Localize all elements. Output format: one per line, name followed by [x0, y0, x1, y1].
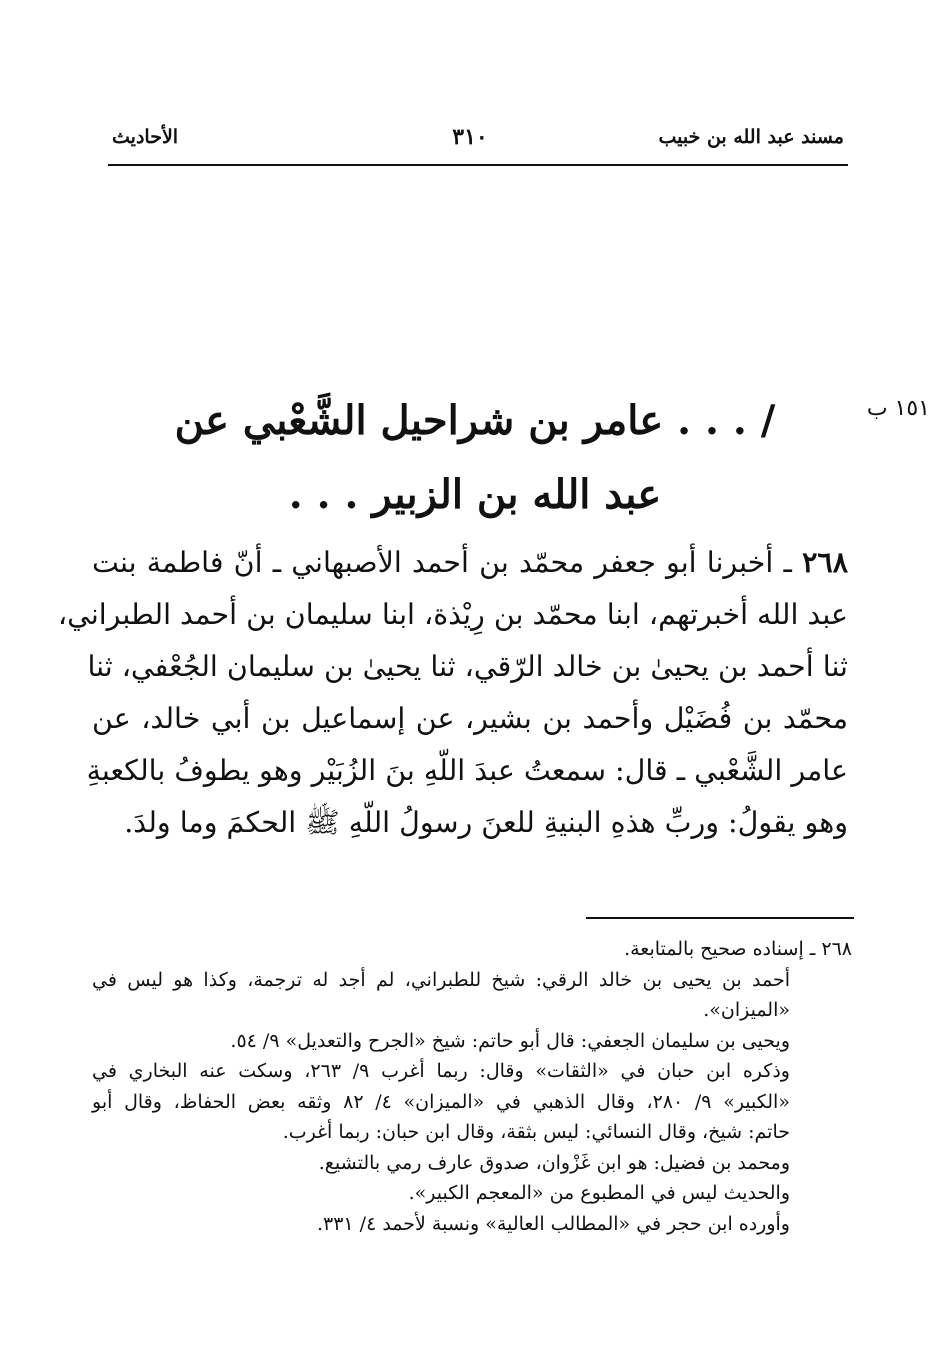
footnote-line-7: حاتم: شيخ، وقال النسائي: ليس بثقة، وقال ابن حبان: ربما أغرب. — [282, 1121, 790, 1143]
footnote-line-10: وأورده ابن حجر في «المطالب العالية» ونسبة لأحمد ٤/ ٣٣١. — [316, 1212, 790, 1235]
hadith-text — [57, 536, 849, 849]
footnote-divider — [586, 917, 854, 919]
chapter-heading-line-1: / . . . عامر بن شراحيل الشَّعْبي عن — [174, 397, 776, 444]
footnote-line-1: ٢٦٨ ـ إسناده صحيح بالمتابعة. — [624, 938, 852, 960]
running-header-section: الأحاديث — [112, 126, 179, 148]
page-number: ٣١٠ — [452, 124, 488, 150]
chapter-heading — [140, 384, 810, 532]
hadith-line-1 — [92, 536, 848, 589]
header-divider — [108, 164, 848, 166]
footnote-line-5: وذكره ابن حبان في «الثقات» وقال: ربما أغرب ٩/ ٢٦٣، وسكت عنه البخاري في — [92, 1060, 790, 1082]
footnote-line-4: ويحيى بن سليمان الجعفي: قال أبو حاتم: شيخ «الجرح والتعديل» ٩/ ٥٤. — [230, 1029, 790, 1052]
running-header-book-title: مسند عبد الله بن خبيب — [658, 126, 844, 148]
footnote-line-8: ومحمد بن فضيل: هو ابن غَزْوان، صدوق عارف رمي بالتشيع. — [318, 1151, 790, 1174]
footnotes — [92, 934, 852, 1239]
hadith-number: ٢٦٨ — [802, 545, 849, 579]
footnote-line-9: والحديث ليس في المطبوع من «المعجم الكبير». — [408, 1182, 790, 1204]
footnote-line-3: «الميزان». — [703, 999, 790, 1021]
hadith-line-3: ثنا أحمد بن يحيىٰ بن خالد الرّقي، ثنا يحيىٰ بن سليمان الجُعْفي، ثنا — [87, 650, 848, 683]
footnote-line-2: أحمد بن يحيى بن خالد الرقي: شيخ للطبراني، لم أجد له ترجمة، وكذا هو ليس في — [92, 968, 790, 991]
footnote-line-6: «الكبير» ٩/ ٢٨٠، وقال الذهبي في «الميزان» ٤/ ٨٢ وثقه بعض الحفاظ، وقال أبو — [92, 1090, 790, 1113]
hadith-line-4: محمّد بن فُضَيْل وأحمد بن بشير، عن إسماعيل بن أبي خالد، عن — [92, 702, 848, 735]
hadith-line-1-text: ـ أخبرنا أبو جعفر محمّد بن أحمد الأصبهاني ـ أنّ فاطمة بنت — [92, 546, 792, 579]
manuscript-folio-note: ١٥١ ب — [866, 396, 930, 421]
chapter-heading-line-2: عبد الله بن الزبير . . . — [288, 471, 662, 518]
hadith-line-5: عامر الشَّعْبي ـ قال: سمعتُ عبدَ اللّهِ بنَ الزُبَيْر وهو يطوفُ بالكعبةِ — [86, 754, 848, 787]
hadith-line-6: وهو يقولُ: وربِّ هذهِ البنيةِ للعنَ رسولُ اللّهِ ﷺ الحكمَ وما ولدَ. — [124, 806, 848, 839]
hadith-line-2: عبد الله أخبرتهم، ابنا محمّد بن رِيْذة، ابنا سليمان بن أحمد الطبراني، — [57, 598, 848, 631]
